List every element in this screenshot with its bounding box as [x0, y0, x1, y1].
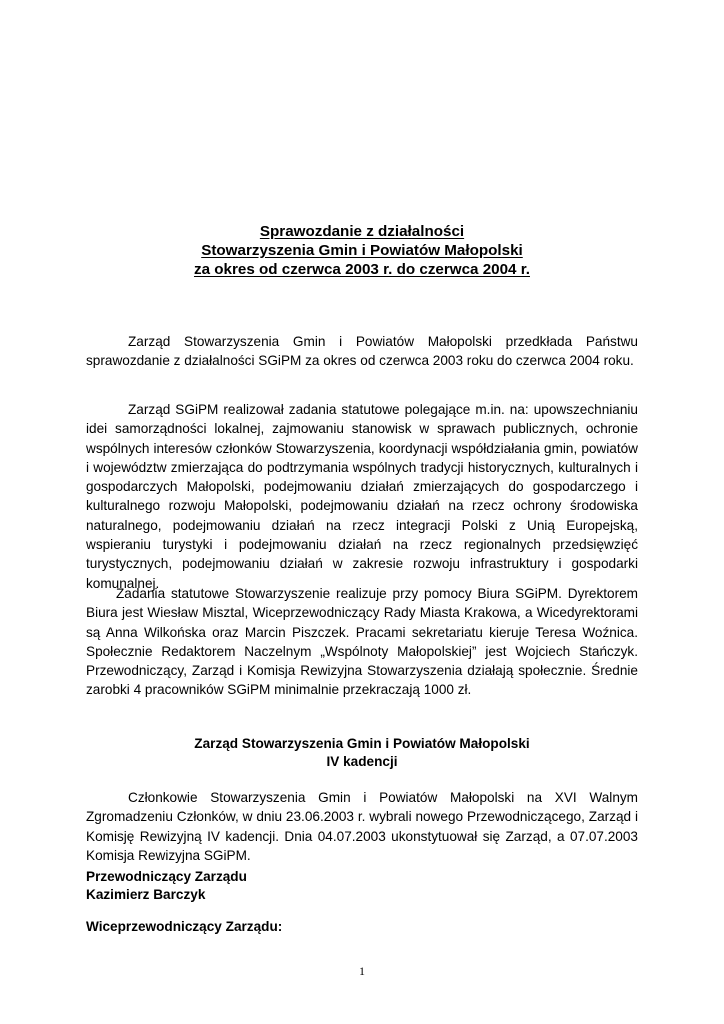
election-paragraph: Członkowie Stowarzyszenia Gmin i Powiatów Małopolski na XVI Walnym Zgromadzeniu Członków, w dniu 23.06.2003 r. wybrali nowego Przewodniczącego, Zarząd i Komisję Rewizyjną IV kadencji. Dnia 04.07.2003 ukonstytuował się Zarząd, a 07.07.2003 Komisja Rewizyjna SGiPM.	[86, 790, 638, 863]
chair-title: Przewodniczący Zarządu	[86, 869, 247, 884]
title-line-1: Sprawozdanie z działalności	[259, 223, 465, 240]
document-title	[86, 222, 638, 279]
page-number: 1	[359, 964, 365, 978]
section-heading-line-2: IV kadencji	[326, 754, 398, 769]
section-heading-line-1: Zarząd Stowarzyszenia Gmin i Powiatów Małopolski	[194, 736, 530, 751]
title-line-3: za okres od czerwca 2003 r. do czerwca 2004 r.	[193, 261, 530, 278]
intro-paragraph: Zarząd Stowarzyszenia Gmin i Powiatów Małopolski przedkłada Państwu sprawozdanie z działalności SGiPM za okres od czerwca 2003 roku do czerwca 2004 roku.	[86, 334, 638, 369]
office-staff-paragraph: Zadania statutowe Stowarzyszenie realizuje przy pomocy Biura SGiPM. Dyrektorem Biura jest Wiesław Misztal, Wiceprzewodniczący Rady Miasta Krakowa, a Wicedyrektorami są Anna Wilkońska oraz Marcin Piszczek. Pracami sekretariatu kieruje Teresa Woźnica. Społecznie Redaktorem Naczelnym „Wspólnoty Małopolskiej” jest Wojciech Stańczyk. Przewodniczący, Zarząd i Komisja Rewizyjna Stowarzyszenia działają społecznie. Średnie zarobki 4 pracowników SGiPM minimalnie przekraczają 1000 zł.	[86, 586, 638, 698]
chair-name: Kazimierz Barczyk	[86, 887, 206, 902]
vice-chair-title: Wiceprzewodniczący Zarządu:	[86, 919, 283, 934]
title-line-2: Stowarzyszenia Gmin i Powiatów Małopolski	[201, 242, 523, 259]
section-heading	[86, 735, 638, 771]
statutory-tasks-paragraph: Zarząd SGiPM realizował zadania statutowe polegające m.in. na: upowszechnianiu idei samorządności lokalnej, zajmowaniu stanowisk w sprawach publicznych, ochronie wspólnych interesów członków Stowarzyszenia, koordynacji współdziałania gmin, powiatów i województw zmierzająca do podtrzymania wspólnych tradycji historycznych, kulturalnych i gospodarczych Małopolski, podejmowaniu działań zmierzających do gospodarczego i kulturalnego rozwoju Małopolski, podejmowaniu działań na rzecz ochrony środowiska naturalnego, podejmowaniu działań na rzecz integracji Polski z Unią Europejską, wspieraniu turystyki i podejmowaniu działań na rzecz regionalnych przedsięwzięć turystycznych, podejmowaniu działań w zakresie rozwoju infrastruktury i gospodarki komunalnej.	[86, 402, 638, 591]
